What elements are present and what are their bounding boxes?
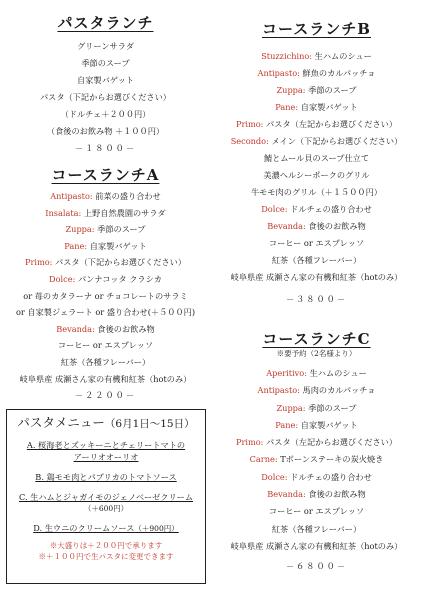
course-text: Tボーンステーキの炭火焼き (277, 454, 384, 465)
course-label: Aperitivo: (266, 368, 307, 378)
course-a-line (0, 221, 211, 238)
course-text: 美濃ヘルシーポークのグリル (263, 170, 370, 180)
course-label: Antipasto: (50, 191, 93, 201)
course-a-line (0, 337, 211, 354)
course-text: 季節のスープ (94, 224, 146, 235)
course-a-line (0, 205, 211, 222)
course-label: Primo: (235, 119, 264, 129)
course-b-section (211, 20, 422, 308)
course-text: パスタ（左記からお選びください） (263, 119, 398, 129)
course-label: Stuzzichino: (261, 51, 313, 61)
course-a-line (0, 354, 211, 371)
course-text: コーヒー or エスプレッソ (57, 340, 154, 351)
course-label: Secondo: (230, 136, 269, 146)
pasta-item-c-extra: （＋600円） (83, 504, 129, 513)
course-b-price: －３８００－ (285, 294, 348, 304)
course-c-line (211, 434, 422, 451)
course-b-line (211, 48, 422, 65)
course-b-line (211, 167, 422, 184)
course-label: Insalata: (45, 207, 82, 218)
course-a-title: コースランチA (51, 166, 160, 184)
course-text: コーヒー or エスプレッソ (268, 506, 365, 517)
course-b-line (211, 116, 422, 133)
course-text: 岐阜県産 成瀬さん家の有機和紅茶（hotのみ） (19, 373, 192, 384)
course-text: 紅茶（各種フレーバー） (271, 255, 362, 265)
pasta-item-a-cont: アーリオオーリオ (73, 452, 139, 462)
course-b-line (211, 269, 422, 286)
course-label: Pane: (275, 419, 299, 430)
pasta-note-fresh: ※＋１００円で生パスタに変更できます (38, 552, 174, 561)
course-a-line (0, 288, 211, 305)
pasta-item-c: C. 生ハムとジャガイモのジェノベーゼクリーム (18, 492, 194, 502)
pasta-menu-period: （6月1日～15日） (104, 418, 195, 430)
course-label: Dolce: (261, 471, 288, 482)
course-a-line (0, 188, 211, 205)
course-text: 馬肉のカルパッチョ (299, 385, 376, 396)
course-b-line (211, 99, 422, 116)
course-label: Primo: (24, 257, 53, 268)
course-a-line (0, 238, 211, 255)
pasta-lunch-title: パスタランチ (57, 14, 154, 32)
course-b-line (211, 133, 422, 150)
course-text: 生ハムのシュー (312, 51, 372, 61)
course-b-title: コースランチB (262, 20, 371, 38)
course-text: or 苺のカタラーナ or チョコレートのサラミ (23, 290, 188, 301)
course-c-line (211, 538, 422, 555)
course-c-price: －６８００－ (285, 561, 348, 572)
pasta-lunch-line: パスタ（下記からお選びください） (39, 92, 171, 102)
course-text: 牛モモ肉のグリル（＋１５００円） (250, 187, 382, 197)
pasta-item-d-extra: （＋900円） (134, 524, 179, 533)
course-text: or 自家製ジェラート or 盛り合わせ(＋５００円) (15, 307, 196, 318)
course-c-line (211, 521, 422, 538)
course-c-line (211, 382, 422, 399)
course-text: 岐阜県産 成瀬さん家の有機和紅茶（hotのみ） (230, 272, 403, 282)
pasta-item-b: B. 鶏モモ肉とパプリカのトマトソース (35, 472, 177, 482)
course-a-line (0, 254, 211, 271)
course-label: Bevanda: (267, 489, 306, 500)
course-text: 生ハムのシュー (307, 368, 367, 378)
course-b-line (211, 201, 422, 218)
course-b-line (211, 184, 422, 201)
course-text: 自家製バゲット (87, 240, 147, 251)
course-text: パンナコッタ クラシカ (75, 273, 162, 284)
course-c-line (211, 365, 422, 382)
pasta-lunch-line: グリーンサラダ (76, 41, 135, 51)
pasta-item-a: A. 桜海老とズッキーニとチェリートマトの (26, 440, 186, 450)
course-c-line (211, 469, 422, 486)
pasta-menu-title-main: パスタメニュー (17, 415, 105, 430)
course-c-line (211, 417, 422, 434)
course-a-line (0, 304, 211, 321)
course-c-line (211, 400, 422, 417)
course-c-line (211, 503, 422, 520)
course-a-price: －２２００－ (74, 390, 137, 401)
course-a-section (0, 166, 211, 403)
course-a-line (0, 271, 211, 288)
course-text: 自家製バゲット (298, 102, 358, 112)
course-text: 食後のお飲み物 (305, 489, 366, 500)
course-label: Pane: (64, 240, 88, 251)
course-b-line (211, 235, 422, 252)
course-label: Zuppa: (65, 224, 95, 235)
course-label: Dolce: (49, 273, 76, 284)
pasta-lunch-price: －１８００－ (74, 143, 137, 153)
pasta-lunch-line: 季節のスープ (81, 58, 130, 68)
course-label: Zuppa: (276, 402, 306, 413)
course-label: Pane: (275, 102, 299, 112)
pasta-note-large: ※大盛りは＋２００円で承ります (49, 541, 163, 550)
course-c-reservation-note: ※要予約（2名様より） (276, 349, 357, 358)
pasta-lunch-line: （食後のお飲み物 ＋１００円） (46, 126, 165, 136)
course-a-line (0, 321, 211, 338)
course-c-section (211, 330, 422, 575)
course-b-line (211, 82, 422, 99)
course-text: 前菜の盛り合わせ (92, 191, 161, 201)
course-b-line (211, 150, 422, 167)
pasta-item-d-name: D. 生ウニのクリームソース (33, 523, 135, 533)
course-label: Bevanda: (267, 221, 306, 231)
course-text: 自家製バゲット (298, 419, 358, 430)
course-label: Antipasto: (257, 385, 300, 396)
pasta-lunch-section (0, 14, 211, 157)
course-text: 上野自然農園のサラダ (81, 207, 166, 218)
course-text: 季節のスープ (305, 85, 357, 95)
course-text: 岐阜県産 成瀬さん家の有機和紅茶（hotのみ） (230, 540, 403, 551)
pasta-lunch-line: （ドルチェ＋２００円） (60, 109, 151, 119)
course-label: Zuppa: (276, 85, 306, 95)
course-label: Bevanda: (56, 323, 95, 334)
course-label: Carne: (249, 454, 278, 465)
course-text: メイン（下記からお選びください） (268, 136, 403, 146)
course-text: ドルチェの盛り合わせ (287, 204, 372, 214)
course-label: Primo: (235, 437, 264, 448)
pasta-menu-title (7, 416, 205, 431)
course-text: ドルチェの盛り合わせ (287, 471, 372, 482)
course-b-line (211, 65, 422, 82)
course-text: コーヒー or エスプレッソ (268, 238, 365, 248)
course-text: パスタ（左記からお選びください） (263, 437, 398, 448)
course-c-line (211, 451, 422, 468)
course-text: パスタ（下記からお選びください） (52, 257, 187, 268)
pasta-lunch-line: 自家製バゲット (77, 75, 134, 85)
course-text: 季節のスープ (305, 402, 357, 413)
course-text: 食後のお飲み物 (305, 221, 366, 231)
course-c-line (211, 486, 422, 503)
course-text: 紅茶（各種フレーバー） (271, 523, 362, 534)
pasta-item-d (7, 522, 205, 534)
course-label: Dolce: (261, 204, 288, 214)
course-b-line (211, 252, 422, 269)
course-text: 鮮魚のカルパッチョ (299, 68, 376, 78)
course-a-line (0, 371, 211, 388)
course-text: 食後のお飲み物 (94, 323, 155, 334)
course-b-line (211, 218, 422, 235)
course-label: Antipasto: (257, 68, 300, 78)
pasta-menu-box (6, 409, 206, 584)
course-c-title: コースランチC (262, 330, 371, 348)
course-text: 鯖とムール貝のスープ仕立て (263, 153, 370, 163)
course-text: 紅茶（各種フレーバー） (60, 356, 151, 367)
